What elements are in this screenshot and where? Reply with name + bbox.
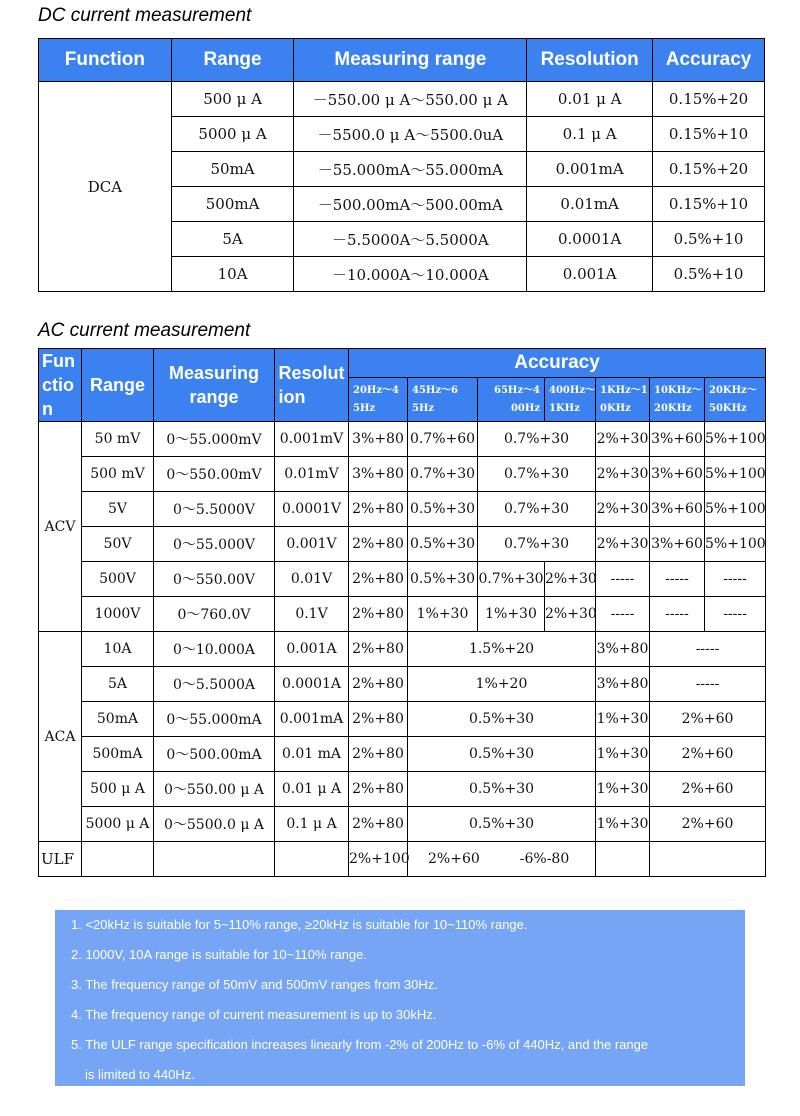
accuracy-cell: 5%+100 <box>705 422 766 457</box>
range-cell: 1000V <box>82 597 154 632</box>
table-row <box>39 527 766 562</box>
accuracy-cell: 2%+80 <box>349 737 408 772</box>
accuracy-cell: 2%+30 <box>596 457 650 492</box>
measuring-range-cell: 0～55.000V <box>154 527 275 562</box>
accuracy-cell: 1.5%+20 <box>408 632 596 667</box>
accuracy-cell: ----- <box>705 562 766 597</box>
ulf-accuracy-value: 2%+60 <box>428 851 480 867</box>
function-cell: ACV <box>39 422 82 632</box>
accuracy-cell: 1%+30 <box>596 772 650 807</box>
accuracy-cell: 0.15%+20 <box>653 152 765 187</box>
accuracy-cell: 0.15%+10 <box>653 187 765 222</box>
table-row <box>39 667 766 702</box>
freq-band-header: 20Hz～45Hz <box>349 378 408 422</box>
accuracy-cell: 0.7%+30 <box>408 457 478 492</box>
resolution-cell: 0.001mA <box>527 152 653 187</box>
accuracy-cell: 0.5%+30 <box>408 702 596 737</box>
measuring-range-cell: 0～550.00 μ A <box>154 772 275 807</box>
resolution-cell: 0.01mV <box>275 457 349 492</box>
note-item: 1. <20kHz is suitable for 5~110% range, ≥20kHz is suitable for 10~110% range. <box>71 917 528 932</box>
range-cell: 50 mV <box>82 422 154 457</box>
measuring-range-cell: －55.000mA～55.000mA <box>294 152 527 187</box>
header-function: Function <box>39 39 172 82</box>
accuracy-cell: 0.7%+30 <box>478 422 596 457</box>
header-range: Range <box>82 349 154 422</box>
accuracy-cell: 2%+80 <box>349 667 408 702</box>
measuring-range-cell: 0～760.0V <box>154 597 275 632</box>
measuring-range-cell <box>154 842 275 877</box>
table-row <box>39 82 765 117</box>
accuracy-cell: 0.15%+20 <box>653 82 765 117</box>
accuracy-cell: 1%+20 <box>408 667 596 702</box>
ac-current-table <box>38 348 766 877</box>
header-measuring-range: Measuring range <box>154 349 275 422</box>
function-cell: DCA <box>39 82 172 292</box>
accuracy-cell: 2%+80 <box>349 772 408 807</box>
range-cell: 500 μ A <box>171 82 294 117</box>
freq-band-header: 20KHz～50KHz <box>705 378 766 422</box>
accuracy-cell: 0.7%+30 <box>478 492 596 527</box>
accuracy-cell: 5%+100 <box>705 457 766 492</box>
note-item: 4. The frequency range of current measurement is up to 30kHz. <box>71 1007 437 1022</box>
ac-section-title: AC current measurement <box>38 320 251 341</box>
table-row <box>39 737 766 772</box>
accuracy-cell: 0.5%+30 <box>408 807 596 842</box>
measuring-range-cell: 0～5.5000V <box>154 492 275 527</box>
accuracy-cell: 0.15%+10 <box>653 117 765 152</box>
table-row <box>39 702 766 737</box>
accuracy-cell: 1%+30 <box>478 597 545 632</box>
accuracy-cell: 2%+60 <box>650 702 766 737</box>
accuracy-cell: 2%+100 <box>349 842 408 877</box>
dc-section-title: DC current measurement <box>38 5 252 26</box>
resolution-cell: 0.01 μ A <box>527 82 653 117</box>
accuracy-cell: 3%+80 <box>596 667 650 702</box>
accuracy-cell: 0.5%+30 <box>408 492 478 527</box>
accuracy-cell <box>408 842 596 877</box>
accuracy-cell: 2%+30 <box>545 597 596 632</box>
accuracy-cell: 0.7%+60 <box>408 422 478 457</box>
resolution-cell: 0.01V <box>275 562 349 597</box>
accuracy-cell <box>650 842 766 877</box>
note-item: 2. 1000V, 10A range is suitable for 10~110% range. <box>71 947 367 962</box>
accuracy-cell: 2%+30 <box>596 492 650 527</box>
header-range: Range <box>171 39 294 82</box>
accuracy-cell: 2%+30 <box>596 527 650 562</box>
accuracy-cell: 0.5%+30 <box>408 562 478 597</box>
accuracy-cell: 1%+30 <box>408 597 478 632</box>
accuracy-cell: 2%+60 <box>650 807 766 842</box>
note-item: 3. The frequency range of 50mV and 500mV ranges from 30Hz. <box>71 977 438 992</box>
resolution-cell: 0.01mA <box>527 187 653 222</box>
accuracy-cell: 0.5%+30 <box>408 772 596 807</box>
ulf-accuracy-value: -6%-80 <box>519 851 570 867</box>
header-resolution: Resolution <box>275 349 349 422</box>
accuracy-cell: 3%+80 <box>596 632 650 667</box>
freq-band-header: 45Hz～65Hz <box>408 378 478 422</box>
resolution-cell: 0.1V <box>275 597 349 632</box>
table-row <box>39 632 766 667</box>
note-item: is limited to 440Hz. <box>85 1067 195 1082</box>
resolution-cell: 0.01 mA <box>275 737 349 772</box>
table-row <box>39 492 766 527</box>
measuring-range-cell: 0～10.000A <box>154 632 275 667</box>
resolution-cell: 0.1 μ A <box>275 807 349 842</box>
measuring-range-cell: －5.5000A～5.5000A <box>294 222 527 257</box>
range-cell: 500mA <box>171 187 294 222</box>
resolution-cell: 0.0001A <box>275 667 349 702</box>
range-cell: 5V <box>82 492 154 527</box>
accuracy-cell: 2%+30 <box>596 422 650 457</box>
notes-box <box>55 910 745 1086</box>
resolution-cell: 0.001A <box>275 632 349 667</box>
accuracy-cell: 2%+80 <box>349 702 408 737</box>
measuring-range-cell: 0～550.00V <box>154 562 275 597</box>
measuring-range-cell: －550.00 μ A～550.00 μ A <box>294 82 527 117</box>
accuracy-cell: 2%+80 <box>349 562 408 597</box>
range-cell: 500 mV <box>82 457 154 492</box>
table-row <box>39 597 766 632</box>
accuracy-cell: ----- <box>650 632 766 667</box>
resolution-cell: 0.001A <box>527 257 653 292</box>
range-cell: 10A <box>82 632 154 667</box>
resolution-cell: 0.001mA <box>275 702 349 737</box>
measuring-range-cell: 0～5500.0 μ A <box>154 807 275 842</box>
measuring-range-cell: －5500.0 μ A～5500.0uA <box>294 117 527 152</box>
table-header-row <box>39 39 765 82</box>
accuracy-cell: 0.7%+30 <box>478 457 596 492</box>
range-cell: 500V <box>82 562 154 597</box>
measuring-range-cell: －500.00mA～500.00mA <box>294 187 527 222</box>
accuracy-cell: ----- <box>650 597 705 632</box>
accuracy-cell: 2%+80 <box>349 807 408 842</box>
accuracy-cell <box>596 842 650 877</box>
accuracy-cell: 0.7%+30 <box>478 562 545 597</box>
resolution-cell: 0.001V <box>275 527 349 562</box>
accuracy-cell: 3%+60 <box>650 457 705 492</box>
table-row <box>39 422 766 457</box>
range-cell: 10A <box>171 257 294 292</box>
range-cell: 500 μ A <box>82 772 154 807</box>
range-cell: 50mA <box>82 702 154 737</box>
function-cell: ACA <box>39 632 82 842</box>
accuracy-cell: 3%+60 <box>650 527 705 562</box>
measuring-range-cell: －10.000A～10.000A <box>294 257 527 292</box>
table-row <box>39 457 766 492</box>
function-cell: ULF <box>39 842 82 877</box>
accuracy-cell: 5%+100 <box>705 527 766 562</box>
accuracy-cell: 2%+60 <box>650 737 766 772</box>
header-measuring-range: Measuring range <box>294 39 527 82</box>
freq-band-header: 1KHz～10KHz <box>596 378 650 422</box>
table-row <box>39 562 766 597</box>
measuring-range-cell: 0～550.00mV <box>154 457 275 492</box>
freq-band-header: 400Hz～1KHz <box>545 378 596 422</box>
table-row <box>39 772 766 807</box>
accuracy-cell: 3%+80 <box>349 422 408 457</box>
accuracy-cell: ----- <box>650 667 766 702</box>
range-cell: 5000 μ A <box>82 807 154 842</box>
resolution-cell: 0.01 μ A <box>275 772 349 807</box>
table-header-row <box>39 349 766 378</box>
accuracy-cell: 2%+80 <box>349 492 408 527</box>
range-cell <box>82 842 154 877</box>
accuracy-cell: ----- <box>596 562 650 597</box>
accuracy-cell: 1%+30 <box>596 807 650 842</box>
accuracy-cell: 2%+30 <box>545 562 596 597</box>
accuracy-cell: 0.5%+30 <box>408 737 596 772</box>
header-accuracy: Accuracy <box>653 39 765 82</box>
accuracy-cell: 1%+30 <box>596 702 650 737</box>
header-resolution: Resolution <box>527 39 653 82</box>
accuracy-cell: 0.5%+10 <box>653 222 765 257</box>
measuring-range-cell: 0～55.000mA <box>154 702 275 737</box>
measuring-range-cell: 0～55.000mV <box>154 422 275 457</box>
measuring-range-cell: 0～500.00mA <box>154 737 275 772</box>
resolution-cell: 0.1 μ A <box>527 117 653 152</box>
resolution-cell: 0.001mV <box>275 422 349 457</box>
range-cell: 50V <box>82 527 154 562</box>
freq-band-header: 10KHz～20KHz <box>650 378 705 422</box>
range-cell: 5A <box>82 667 154 702</box>
range-cell: 5000 μ A <box>171 117 294 152</box>
dc-current-table <box>38 38 765 292</box>
accuracy-cell: 0.5%+30 <box>408 527 478 562</box>
measuring-range-cell: 0～5.5000A <box>154 667 275 702</box>
accuracy-cell: 3%+60 <box>650 492 705 527</box>
accuracy-cell: ----- <box>650 562 705 597</box>
note-item: 5. The ULF range specification increases linearly from -2% of 200Hz to -6% of 440Hz, and the range <box>71 1037 649 1052</box>
resolution-cell <box>275 842 349 877</box>
header-function: Function <box>39 349 82 422</box>
resolution-cell: 0.0001V <box>275 492 349 527</box>
accuracy-cell: 2%+80 <box>349 632 408 667</box>
accuracy-cell: 1%+30 <box>596 737 650 772</box>
accuracy-cell: ----- <box>705 597 766 632</box>
accuracy-cell: 2%+60 <box>650 772 766 807</box>
accuracy-cell: 2%+80 <box>349 597 408 632</box>
freq-band-header: 65Hz～400Hz <box>478 378 545 422</box>
accuracy-cell: 3%+80 <box>349 457 408 492</box>
table-row <box>39 807 766 842</box>
accuracy-cell: ----- <box>596 597 650 632</box>
range-cell: 50mA <box>171 152 294 187</box>
accuracy-cell: 0.7%+30 <box>478 527 596 562</box>
range-cell: 500mA <box>82 737 154 772</box>
accuracy-cell: 5%+100 <box>705 492 766 527</box>
header-accuracy: Accuracy <box>349 349 766 378</box>
resolution-cell: 0.0001A <box>527 222 653 257</box>
table-row <box>39 842 766 877</box>
accuracy-cell: 2%+80 <box>349 527 408 562</box>
accuracy-cell: 0.5%+10 <box>653 257 765 292</box>
range-cell: 5A <box>171 222 294 257</box>
accuracy-cell: 3%+60 <box>650 422 705 457</box>
